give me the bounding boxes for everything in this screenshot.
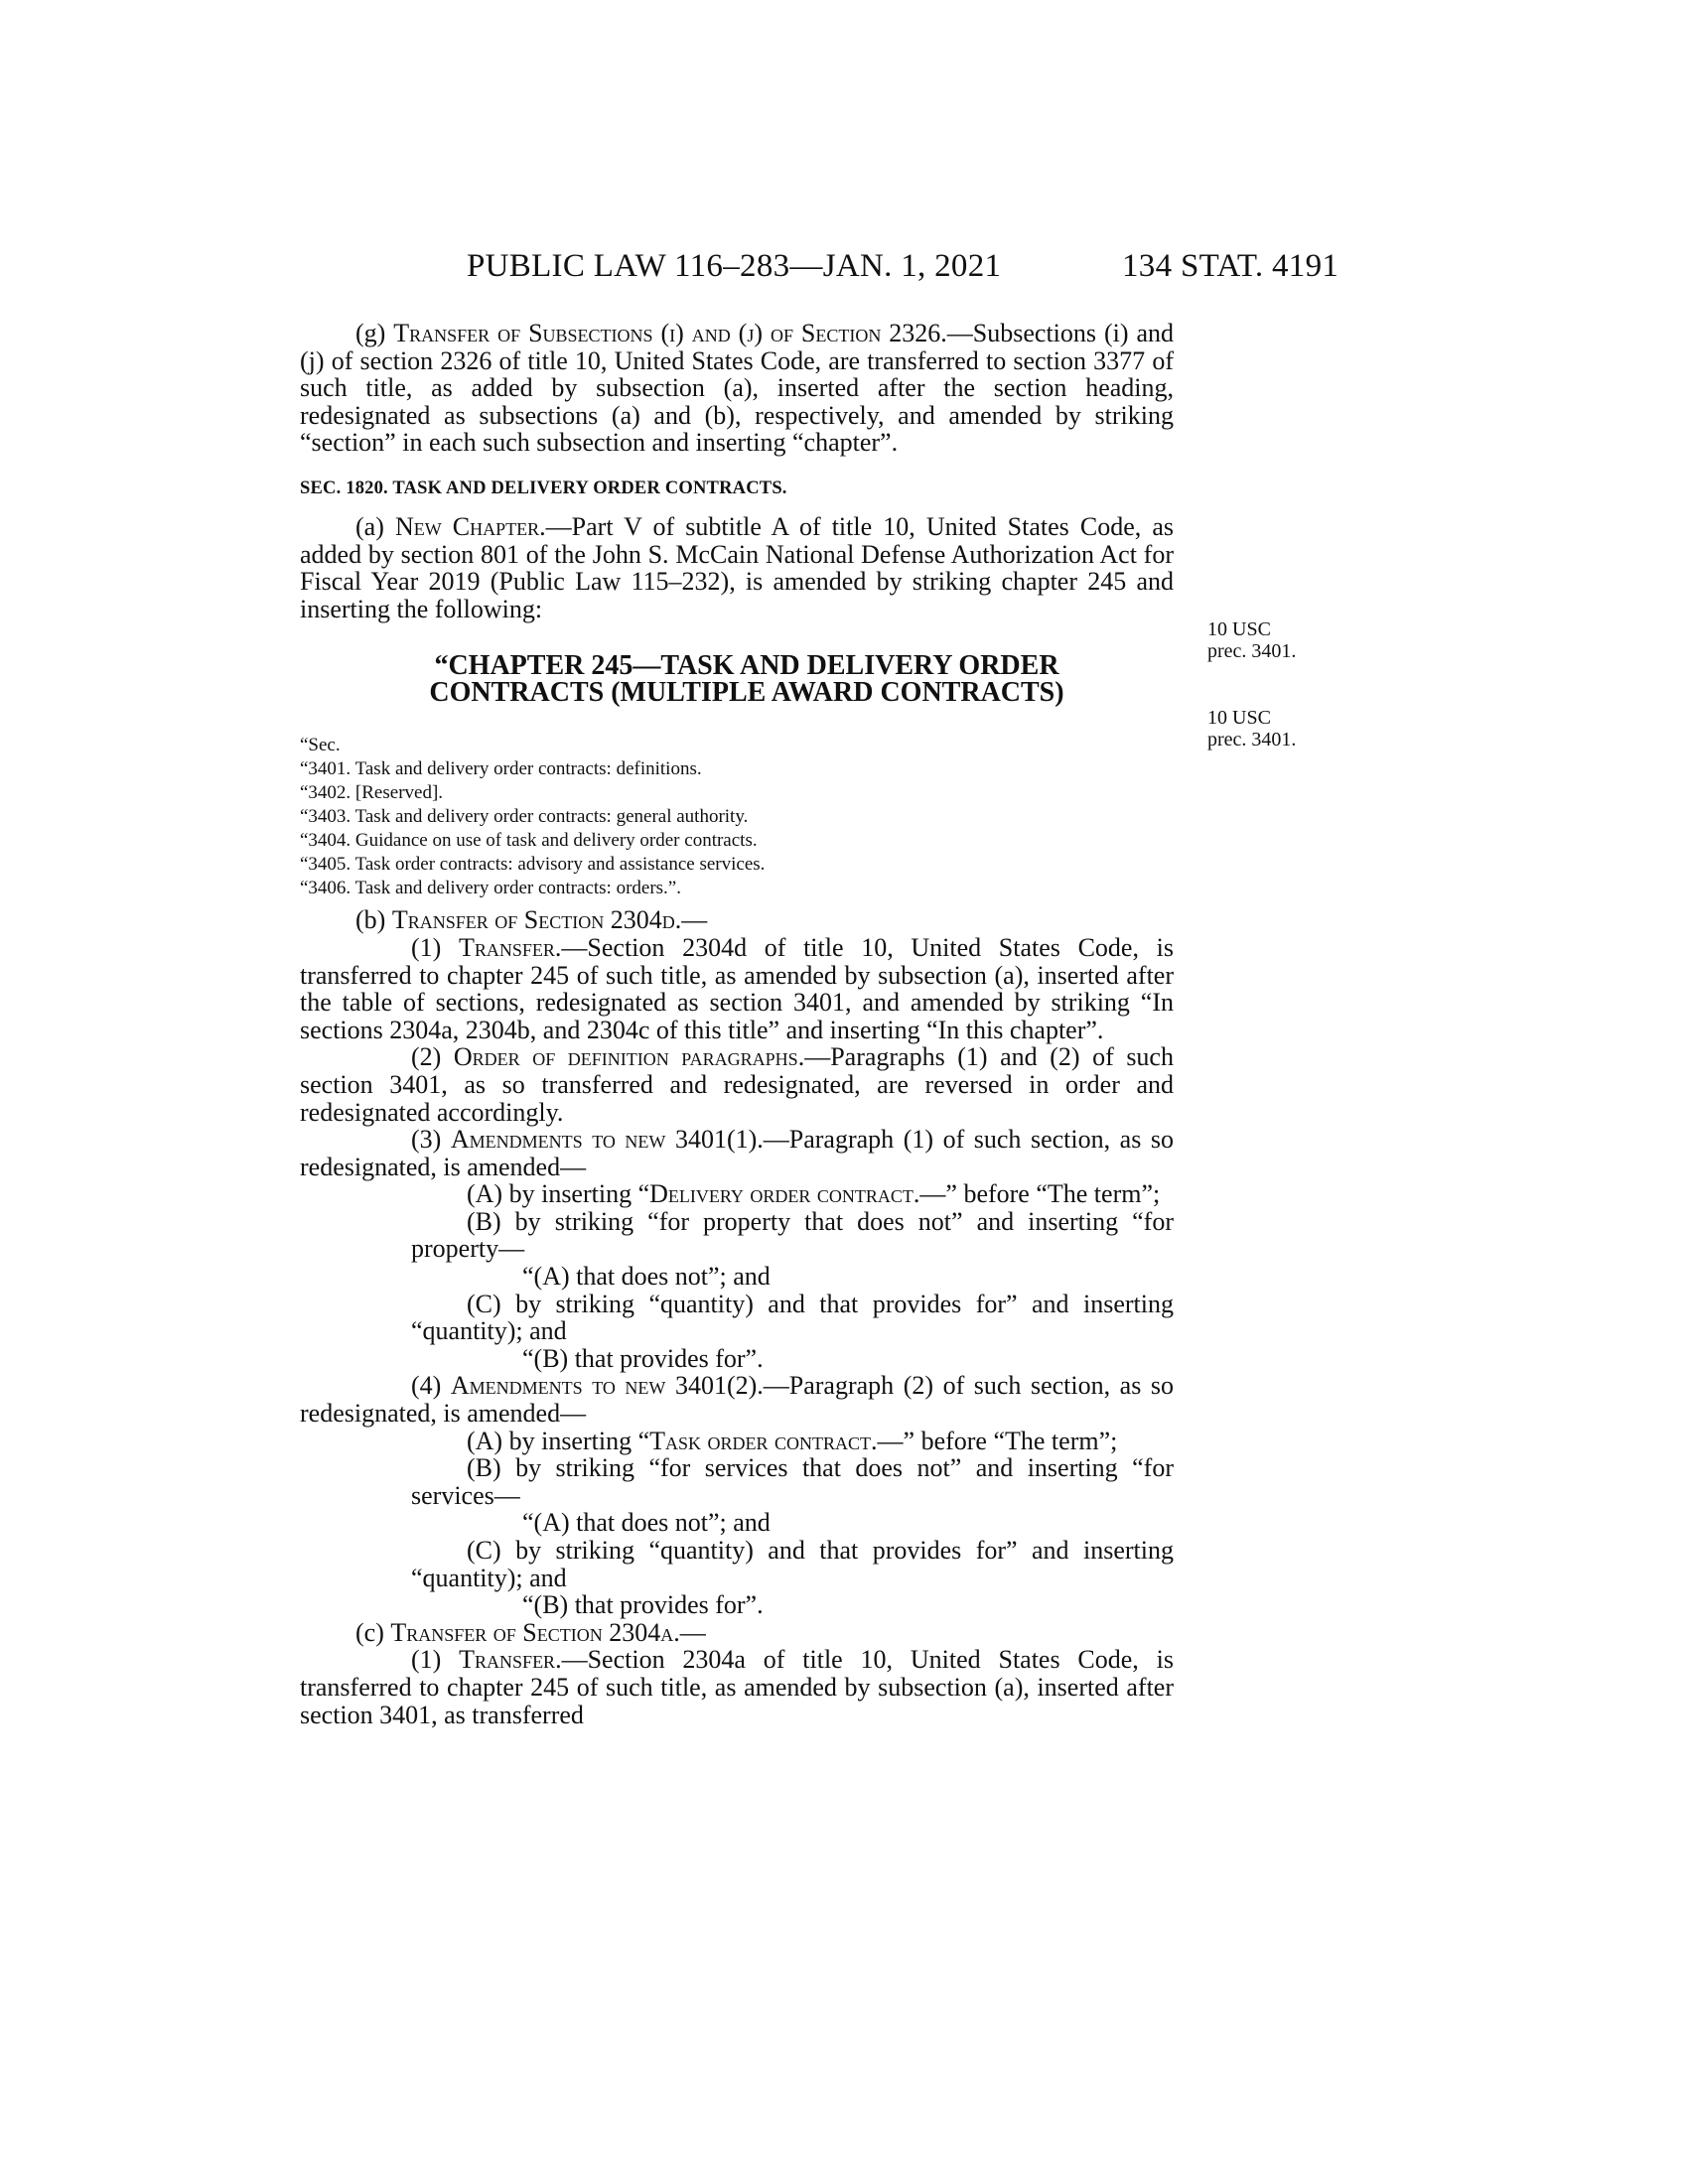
- body-text: [300, 320, 1174, 1728]
- toc-item: “3406. Task and delivery order contracts: orders.”.: [300, 878, 681, 899]
- paragraph-c: (c) Transfer of Section 2304a.—: [355, 1617, 706, 1647]
- paragraph-b-1: (1) Transfer.—Section 2304d of title 10, United States Code, is transferred to chapter 245 of such title, as amended by subsection (a), inserted after the table of sections, redesignated as section 3401, and amended by striking “In sections 2304a, 2304b, and 2304c of this title” and inserting “In this chapter”.: [300, 932, 1174, 1044]
- margin-note-citation: 10 USC prec. 3401.: [1207, 707, 1297, 751]
- toc-item: “3401. Task and delivery order contracts: definitions.: [300, 758, 702, 780]
- quoted-clause: “(A) that does not”; and: [522, 1508, 771, 1538]
- toc-item: “3405. Task order contracts: advisory and assistance services.: [300, 854, 766, 876]
- toc-item: “3404. Guidance on use of task and delivery order contracts.: [300, 830, 758, 852]
- paragraph-g: (g) Transfer of Subsections (i) and (j) of Section 2326.—Subsections (i) and (j) of section 2326 of title 10, United States Code, are transferred to section 3377 of such title, as added by subsection (a), inserted after the section heading, redesignated as subsections (a) and (b), respectively, and amended by striking “section” in each such subsection and inserting “chapter”.: [300, 319, 1174, 458]
- clause-b-3-A: (A) by inserting “Delivery order contract.—” before “The term”;: [467, 1179, 1161, 1209]
- paragraph-c-1: (1) Transfer.—Section 2304a of title 10, United States Code, is transferred to chapter 245 of such title, as amended by subsection (a), inserted after section 3401, as transferred: [300, 1645, 1174, 1729]
- paragraph-b-4: (4) Amendments to new 3401(2).—Paragraph (2) of such section, as so redesignated, is amended—: [300, 1371, 1174, 1429]
- paragraph-b: (b) Transfer of Section 2304d.—: [355, 905, 708, 935]
- toc-item: “3403. Task and delivery order contracts: general authority.: [300, 806, 749, 828]
- running-header-page-number: 134 STAT. 4191: [1122, 248, 1339, 284]
- clause-b-4-C: (C) by striking “quantity) and that provides for” and inserting “quantity); and: [411, 1536, 1174, 1592]
- quoted-clause: “(B) that provides for”.: [522, 1343, 764, 1373]
- quoted-clause: “(A) that does not”; and: [522, 1262, 771, 1292]
- toc-item: “Sec.: [300, 735, 341, 756]
- clause-b-3-C: (C) by striking “quantity) and that provides for” and inserting “quantity); and: [411, 1289, 1174, 1346]
- toc-item: “3402. [Reserved].: [300, 782, 444, 804]
- paragraph-a: (a) New Chapter.—Part V of subtitle A of title 10, United States Code, as added by section 801 of the John S. McCain National Defense Authorization Act for Fiscal Year 2019 (Public Law 115–232), is amended by striking chapter 245 and inserting the following:: [300, 511, 1174, 623]
- clause-b-4-A: (A) by inserting “Task order contract.—” before “The term”;: [467, 1426, 1118, 1455]
- quoted-clause: “(B) that provides for”.: [522, 1590, 764, 1620]
- clause-b-4-B: (B) by striking “for services that does not” and inserting “for services—: [411, 1453, 1174, 1510]
- running-header-title: PUBLIC LAW 116–283—JAN. 1, 2021: [467, 248, 1002, 284]
- margin-note-citation: 10 USC prec. 3401.: [1207, 618, 1297, 662]
- paragraph-b-2: (2) Order of definition paragraphs.—Paragraphs (1) and (2) of such section 3401, as so transferred and redesignated, are reversed in order and redesignated accordingly.: [300, 1042, 1174, 1127]
- paragraph-b-3: (3) Amendments to new 3401(1).—Paragraph (1) of such section, as so redesignated, is amended—: [300, 1125, 1174, 1181]
- chapter-heading: “CHAPTER 245—TASK AND DELIVERY ORDER CONTRACTS (MULTIPLE AWARD CONTRACTS): [429, 650, 1064, 709]
- table-of-sections: [300, 734, 1174, 900]
- clause-b-3-B: (B) by striking “for property that does not” and inserting “for property—: [411, 1206, 1174, 1264]
- section-heading: SEC. 1820. TASK AND DELIVERY ORDER CONTRACTS.: [300, 478, 787, 498]
